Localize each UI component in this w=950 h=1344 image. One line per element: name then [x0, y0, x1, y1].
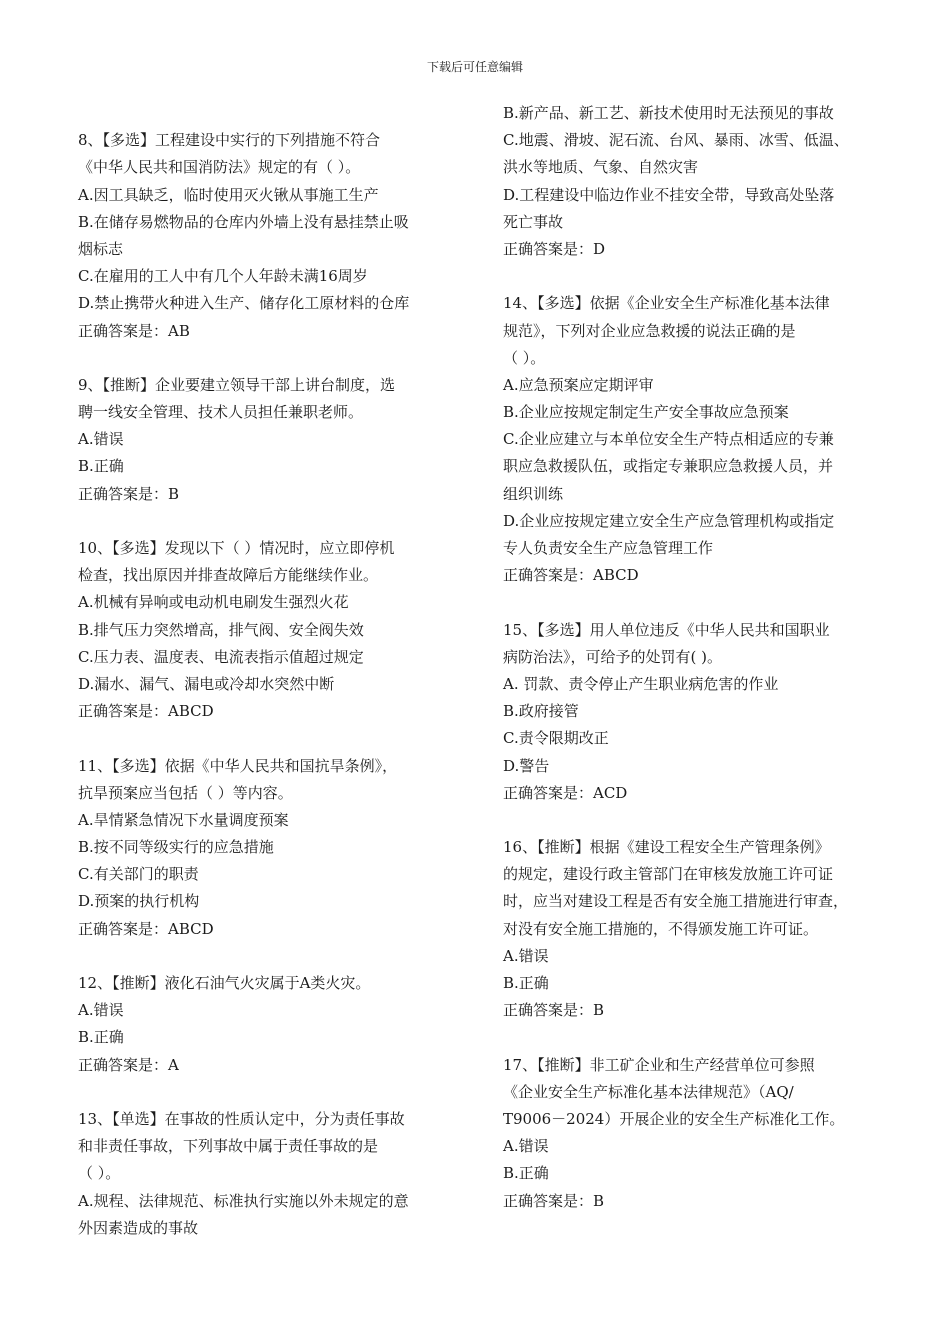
left-column-line: 检查，找出原因并排查故障后方能继续作业。 [78, 566, 379, 585]
left-column-line: A.错误 [78, 1001, 124, 1020]
left-column-line: D.预案的执行机构 [78, 892, 200, 911]
right-column-line: 规范》，下列对企业应急救援的说法正确的是 [503, 321, 796, 340]
left-column-line: 正确答案是：ABCD [78, 919, 214, 938]
right-column-line: A. 罚款、责令停止产生职业病危害的作业 [503, 674, 779, 693]
left-column-line: 正确答案是：AB [78, 321, 190, 340]
left-column-line [78, 100, 458, 127]
left-column-line: 和非责任事故，下列事故中属于责任事故的是 [78, 1137, 379, 1156]
right-column-line: D.企业应按规定建立安全生产应急管理机构或指定 [503, 511, 835, 530]
right-column-line: C.地震、滑坡、泥石流、台风、暴雨、冰雪、低温、 [503, 131, 849, 150]
left-column-line: D.禁止携带火种进入生产、储存化工原材料的仓库 [78, 294, 410, 313]
left-column-line: C.压力表、温度表、电流表指示值超过规定 [78, 647, 364, 666]
left-column-line [78, 345, 458, 372]
left-column-line: A.机械有异响或电动机电刷发生强烈火花 [78, 593, 349, 612]
left-column-line: 正确答案是：ABCD [78, 702, 214, 721]
right-column-line: B.企业应按规定制定生产安全事故应急预案 [503, 403, 789, 422]
left-column-line: 《中华人民共和国消防法》规定的有（ ）。 [78, 158, 361, 177]
right-column-line: 正确答案是：D [503, 239, 606, 258]
right-column-line: 的规定，建设行政主管部门在审核发放施工许可证 [503, 865, 834, 884]
left-column-line: A.错误 [78, 430, 124, 449]
right-column-line: B.正确 [503, 974, 549, 992]
left-column-line: 外因素造成的事故 [78, 1218, 199, 1237]
right-column-line: C.责令限期改正 [503, 729, 609, 748]
right-column-line: 正确答案是：ACD [503, 783, 628, 802]
right-column-line: 正确答案是：B [503, 1001, 605, 1020]
right-column-line: 《企业安全生产标准化基本法律规范》（AQ/ [503, 1082, 794, 1101]
right-column-line: B.新产品、新工艺、新技术使用时无法预见的事故 [503, 104, 834, 122]
right-column-line [503, 263, 883, 290]
right-column-line: 时，应当对建设工程是否有安全施工措施进行审查， [503, 892, 849, 911]
right-column-line: 15、【多选】用人单位违反《中华人民共和国职业 [503, 620, 830, 639]
right-column-line: 17、【推断】非工矿企业和生产经营单位可参照 [503, 1055, 815, 1074]
left-column-line [78, 725, 458, 752]
right-column-line: 病防治法》，可给予的处罚有( )。 [503, 647, 722, 666]
right-column-line: T9006－2024）开展企业的安全生产标准化工作。 [503, 1109, 845, 1128]
right-column-line: B.政府接管 [503, 702, 579, 721]
page-header: 下载后可任意编辑 [426, 60, 523, 74]
left-column-line: A.旱情紧急情况下水量调度预案 [78, 810, 289, 829]
left-column-line [78, 1079, 458, 1106]
right-column-line: 死亡事故 [503, 212, 564, 231]
left-column-line: B.正确 [78, 1028, 124, 1047]
right-column-line: D.警告 [503, 756, 550, 775]
left-column-line: B.按不同等级实行的应急措施 [78, 838, 274, 857]
left-column-line: 12、【推断】液化石油气火灾属于A类火灾。 [78, 974, 371, 992]
right-column-line: 组织训练 [503, 484, 564, 503]
right-column-line [503, 589, 883, 616]
left-column-line: 10、【多选】发现以下（ ）情况时，应立即停机 [78, 539, 395, 557]
right-column-line: 正确答案是：B [503, 1191, 605, 1210]
right-column-line: 洪水等地质、气象、自然灾害 [503, 158, 699, 177]
left-column-line: 9、【推断】企业要建立领导干部上讲台制度，选 [78, 375, 396, 394]
left-column-line: 正确答案是：A [78, 1055, 179, 1074]
right-column [503, 100, 883, 1215]
right-column-line: A.应急预案应定期评审 [503, 375, 654, 394]
left-column-line: B.在储存易燃物品的仓库内外墙上没有悬挂禁止吸 [78, 212, 409, 231]
right-column-line [503, 807, 883, 834]
right-column-line: 职应急救援队伍，或指定专兼职应急救援人员，并 [503, 457, 834, 476]
right-column-line: 专人负责安全生产应急管理工作 [503, 539, 714, 557]
right-column-line: 16、【推断】根据《建设工程安全生产管理条例》 [503, 838, 830, 857]
left-column [78, 100, 458, 1242]
right-column-line: （ ）。 [503, 348, 546, 367]
left-column-line [78, 508, 458, 535]
left-column-line: 抗旱预案应当包括（ ）等内容。 [78, 783, 293, 802]
left-column-line: B.排气压力突然增高，排气阀、安全阀失效 [78, 620, 364, 639]
left-column-line: 11、【多选】依据《中华人民共和国抗旱条例》， [78, 756, 398, 775]
left-column-line: C.在雇用的工人中有几个人年龄未满16周岁 [78, 267, 368, 286]
right-column-line: C.企业应建立与本单位安全生产特点相适应的专兼 [503, 430, 834, 449]
left-column-line: A.规程、法律规范、标准执行实施以外未规定的意 [78, 1191, 409, 1210]
left-column-line: 正确答案是：B [78, 484, 180, 503]
right-column-line: 正确答案是：ABCD [503, 566, 639, 585]
right-column-line: 对没有安全施工措施的，不得颁发施工许可证。 [503, 919, 819, 938]
left-column-line: C.有关部门的职责 [78, 865, 199, 884]
right-column-line: A.错误 [503, 1137, 549, 1156]
right-column-line: A.错误 [503, 946, 549, 965]
right-column-line: D.工程建设中临边作业不挂安全带，导致高处坠落 [503, 185, 835, 204]
left-column-line [78, 943, 458, 970]
left-column-line: B.正确 [78, 457, 124, 476]
left-column-line: 烟标志 [78, 239, 124, 258]
right-column-line [503, 1024, 883, 1051]
left-column-line: （ ）。 [78, 1164, 121, 1183]
left-column-line: 聘一线安全管理、技术人员担任兼职老师。 [78, 403, 364, 422]
right-column-line: B.正确 [503, 1164, 549, 1183]
left-column-line: D.漏水、漏气、漏电或冷却水突然中断 [78, 674, 335, 693]
left-column-line: 8、【多选】工程建设中实行的下列措施不符合 [78, 131, 381, 150]
left-column-line: 13、【单选】在事故的性质认定中，分为责任事故 [78, 1109, 405, 1128]
left-column-line: A.因工具缺乏，临时使用灭火锹从事施工生产 [78, 185, 379, 204]
right-column-line: 14、【多选】依据《企业安全生产标准化基本法律 [503, 294, 830, 313]
